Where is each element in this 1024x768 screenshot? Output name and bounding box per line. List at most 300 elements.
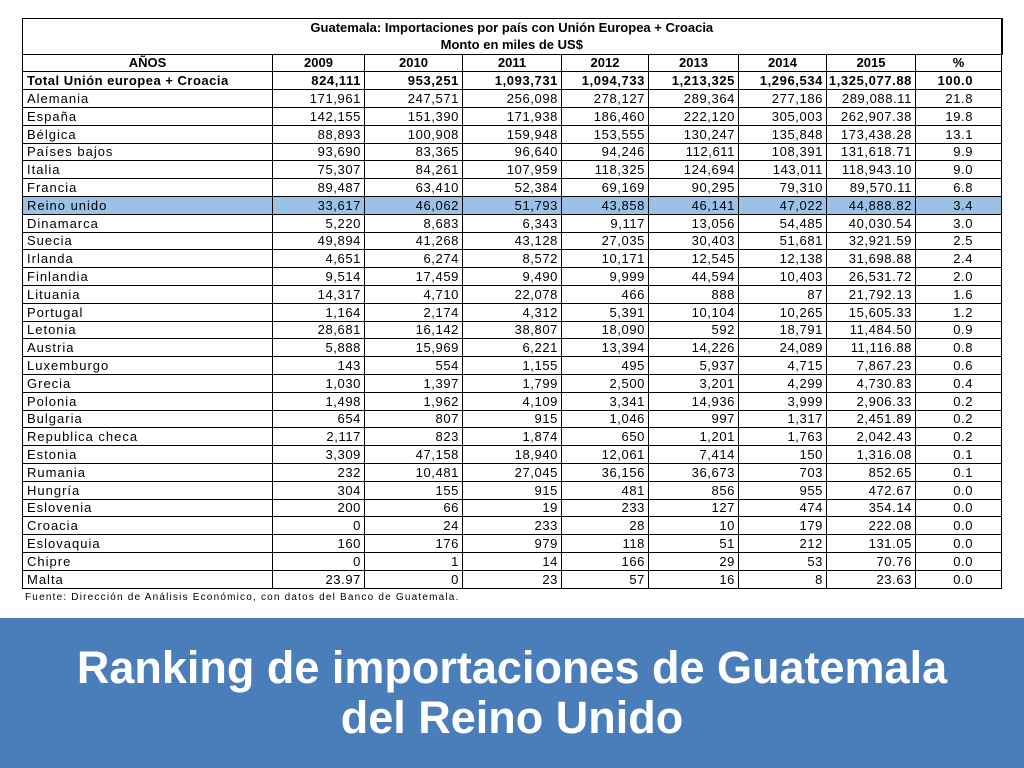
value-2015: 26,531.72: [827, 268, 916, 286]
value-2011: 6,343: [463, 214, 562, 232]
share-percent: 0.2: [916, 410, 1002, 428]
country-name: España: [23, 107, 273, 125]
value-2014: 24,089: [739, 339, 827, 357]
value-2013: 36,673: [649, 463, 739, 481]
value-2010: 10,481: [365, 463, 463, 481]
table-body: [23, 72, 1002, 588]
value-2010: 554: [365, 357, 463, 375]
share-percent: 0.0: [916, 517, 1002, 535]
country-name: Estonia: [23, 446, 273, 464]
table-row: [23, 535, 1002, 553]
value-2014: 212: [739, 535, 827, 553]
share-percent: 2.0: [916, 268, 1002, 286]
value-2012: 9,999: [562, 268, 649, 286]
value-2011: 915: [463, 410, 562, 428]
value-2010: 16,142: [365, 321, 463, 339]
table-row: [23, 499, 1002, 517]
share-percent: 0.6: [916, 357, 1002, 375]
country-name: Austria: [23, 339, 273, 357]
share-percent: 3.4: [916, 196, 1002, 214]
value-2011: 18,940: [463, 446, 562, 464]
imports-table: [22, 18, 1003, 589]
value-2014: 108,391: [739, 143, 827, 161]
value-2012: 466: [562, 285, 649, 303]
value-2011: 43,128: [463, 232, 562, 250]
table-row: [23, 374, 1002, 392]
share-percent: 0.1: [916, 463, 1002, 481]
value-2012: 481: [562, 481, 649, 499]
value-2011: 6,221: [463, 339, 562, 357]
table-row: [23, 357, 1002, 375]
value-2013: 14,936: [649, 392, 739, 410]
table-row: [23, 339, 1002, 357]
value-2011: 1,093,731: [463, 72, 562, 90]
value-2009: 304: [273, 481, 365, 499]
source-note: Fuente: Dirección de Análisis Económico, con datos del Banco de Guatemala.: [25, 592, 460, 603]
value-2009: 160: [273, 535, 365, 553]
country-name: Italia: [23, 161, 273, 179]
table-row: [23, 179, 1002, 197]
value-2011: 23: [463, 570, 562, 588]
value-2010: 2,174: [365, 303, 463, 321]
table-row: [23, 196, 1002, 214]
table-row: [23, 90, 1002, 108]
value-2013: 222,120: [649, 107, 739, 125]
value-2013: 130,247: [649, 125, 739, 143]
value-2009: 23.97: [273, 570, 365, 588]
value-2014: 12,138: [739, 250, 827, 268]
value-2013: 124,694: [649, 161, 739, 179]
value-2012: 57: [562, 570, 649, 588]
country-name: Malta: [23, 570, 273, 588]
value-2012: 13,394: [562, 339, 649, 357]
table-row: [23, 552, 1002, 570]
country-name: Reino unido: [23, 196, 273, 214]
value-2010: 46,062: [365, 196, 463, 214]
table-row: [23, 125, 1002, 143]
value-2015: 118,943.10: [827, 161, 916, 179]
value-2014: 51,681: [739, 232, 827, 250]
value-2010: 41,268: [365, 232, 463, 250]
value-2009: 0: [273, 517, 365, 535]
value-2010: 807: [365, 410, 463, 428]
year-header-2009: 2009: [273, 54, 365, 72]
value-2014: 4,715: [739, 357, 827, 375]
country-name: Finlandia: [23, 268, 273, 286]
value-2009: 89,487: [273, 179, 365, 197]
value-2014: 53: [739, 552, 827, 570]
country-name: Dinamarca: [23, 214, 273, 232]
value-2015: 289,088.11: [827, 90, 916, 108]
value-2009: 88,893: [273, 125, 365, 143]
value-2015: 354.14: [827, 499, 916, 517]
value-2011: 171,938: [463, 107, 562, 125]
country-name: Irlanda: [23, 250, 273, 268]
value-2015: 262,907.38: [827, 107, 916, 125]
share-percent: 1.2: [916, 303, 1002, 321]
value-2009: 3,309: [273, 446, 365, 464]
table-title: Guatemala: Importaciones por país con Unión Europea + Croacia: [23, 19, 1002, 37]
share-percent: 19.8: [916, 107, 1002, 125]
table-row: [23, 410, 1002, 428]
value-2012: 28: [562, 517, 649, 535]
value-2012: 69,169: [562, 179, 649, 197]
value-2015: 2,451.89: [827, 410, 916, 428]
slide-title-line-1: Ranking de importaciones de Guatemala: [76, 642, 948, 693]
value-2010: 0: [365, 570, 463, 588]
value-2011: 19: [463, 499, 562, 517]
value-2010: 83,365: [365, 143, 463, 161]
value-2012: 2,500: [562, 374, 649, 392]
share-percent: 13.1: [916, 125, 1002, 143]
value-2015: 131,618.71: [827, 143, 916, 161]
value-2012: 5,391: [562, 303, 649, 321]
value-2009: 143: [273, 357, 365, 375]
value-2014: 18,791: [739, 321, 827, 339]
country-name: Países bajos: [23, 143, 273, 161]
value-2013: 90,295: [649, 179, 739, 197]
table-row: [23, 143, 1002, 161]
value-2009: 49,894: [273, 232, 365, 250]
share-percent: 2.4: [916, 250, 1002, 268]
total-label: Total Unión europea + Croacia: [23, 72, 273, 90]
value-2015: 852.65: [827, 463, 916, 481]
value-2012: 650: [562, 428, 649, 446]
value-2012: 153,555: [562, 125, 649, 143]
value-2015: 1,316.08: [827, 446, 916, 464]
value-2011: 1,155: [463, 357, 562, 375]
year-header-2010: 2010: [365, 54, 463, 72]
table-row: [23, 161, 1002, 179]
value-2014: 8: [739, 570, 827, 588]
value-2011: 8,572: [463, 250, 562, 268]
value-2011: 38,807: [463, 321, 562, 339]
country-name: Eslovenia: [23, 499, 273, 517]
value-2010: 247,571: [365, 90, 463, 108]
value-2013: 10,104: [649, 303, 739, 321]
value-2012: 118,325: [562, 161, 649, 179]
value-2013: 127: [649, 499, 739, 517]
share-percent: 9.0: [916, 161, 1002, 179]
table-row: [23, 268, 1002, 286]
value-2013: 592: [649, 321, 739, 339]
share-percent: 0.0: [916, 552, 1002, 570]
value-2014: 87: [739, 285, 827, 303]
value-2011: 4,312: [463, 303, 562, 321]
value-2014: 10,265: [739, 303, 827, 321]
country-name: Francia: [23, 179, 273, 197]
value-2011: 1,799: [463, 374, 562, 392]
value-2010: 6,274: [365, 250, 463, 268]
value-2012: 12,061: [562, 446, 649, 464]
value-2009: 0: [273, 552, 365, 570]
value-2012: 27,035: [562, 232, 649, 250]
value-2012: 278,127: [562, 90, 649, 108]
share-percent: 0.8: [916, 339, 1002, 357]
value-2010: 4,710: [365, 285, 463, 303]
value-2010: 84,261: [365, 161, 463, 179]
value-2014: 54,485: [739, 214, 827, 232]
value-2012: 1,094,733: [562, 72, 649, 90]
value-2009: 14,317: [273, 285, 365, 303]
value-2012: 10,171: [562, 250, 649, 268]
value-2011: 22,078: [463, 285, 562, 303]
value-2014: 79,310: [739, 179, 827, 197]
value-2009: 654: [273, 410, 365, 428]
table-row: [23, 428, 1002, 446]
share-percent: 0.2: [916, 392, 1002, 410]
value-2014: 305,003: [739, 107, 827, 125]
value-2011: 256,098: [463, 90, 562, 108]
value-2010: 176: [365, 535, 463, 553]
country-name: Luxemburgo: [23, 357, 273, 375]
table-subtitle-row: [23, 36, 1002, 54]
table-row: [23, 392, 1002, 410]
value-2012: 1,046: [562, 410, 649, 428]
value-2013: 289,364: [649, 90, 739, 108]
value-2009: 824,111: [273, 72, 365, 90]
value-2010: 155: [365, 481, 463, 499]
share-percent: 0.0: [916, 570, 1002, 588]
value-2014: 1,763: [739, 428, 827, 446]
share-percent: 0.0: [916, 535, 1002, 553]
value-2015: 21,792.13: [827, 285, 916, 303]
value-2015: 173,438.28: [827, 125, 916, 143]
value-2009: 200: [273, 499, 365, 517]
table-row: [23, 463, 1002, 481]
value-2014: 10,403: [739, 268, 827, 286]
value-2010: 823: [365, 428, 463, 446]
value-2014: 135,848: [739, 125, 827, 143]
share-percent: 2.5: [916, 232, 1002, 250]
value-2015: 11,116.88: [827, 339, 916, 357]
value-2009: 5,888: [273, 339, 365, 357]
value-2012: 495: [562, 357, 649, 375]
value-2009: 1,498: [273, 392, 365, 410]
table-title-row: [23, 19, 1002, 37]
value-2013: 13,056: [649, 214, 739, 232]
share-percent: 0.1: [916, 446, 1002, 464]
value-2011: 979: [463, 535, 562, 553]
value-2012: 94,246: [562, 143, 649, 161]
value-2015: 222.08: [827, 517, 916, 535]
value-2014: 3,999: [739, 392, 827, 410]
country-name: Hungría: [23, 481, 273, 499]
value-2010: 66: [365, 499, 463, 517]
value-2013: 16: [649, 570, 739, 588]
value-2010: 151,390: [365, 107, 463, 125]
value-2015: 44,888.82: [827, 196, 916, 214]
value-2013: 1,201: [649, 428, 739, 446]
year-header-2011: 2011: [463, 54, 562, 72]
value-2011: 915: [463, 481, 562, 499]
share-percent: 0.0: [916, 499, 1002, 517]
value-2010: 8,683: [365, 214, 463, 232]
value-2012: 9,117: [562, 214, 649, 232]
table-subtitle: Monto en miles de US$: [23, 36, 1002, 54]
country-name: Eslovaquia: [23, 535, 273, 553]
value-2011: 107,959: [463, 161, 562, 179]
value-2013: 29: [649, 552, 739, 570]
value-2014: 474: [739, 499, 827, 517]
slide-title-line-2: del Reino Unido: [340, 692, 684, 743]
value-2011: 159,948: [463, 125, 562, 143]
value-2014: 143,011: [739, 161, 827, 179]
country-name: Polonia: [23, 392, 273, 410]
value-2009: 33,617: [273, 196, 365, 214]
value-2012: 118: [562, 535, 649, 553]
value-2015: 89,570.11: [827, 179, 916, 197]
value-2013: 46,141: [649, 196, 739, 214]
value-2015: 2,042.43: [827, 428, 916, 446]
value-2013: 44,594: [649, 268, 739, 286]
value-2013: 7,414: [649, 446, 739, 464]
value-2012: 3,341: [562, 392, 649, 410]
value-2013: 30,403: [649, 232, 739, 250]
table-row: [23, 285, 1002, 303]
value-2011: 4,109: [463, 392, 562, 410]
value-2013: 10: [649, 517, 739, 535]
value-2012: 18,090: [562, 321, 649, 339]
table-row: [23, 214, 1002, 232]
value-2015: 472.67: [827, 481, 916, 499]
value-2009: 28,681: [273, 321, 365, 339]
value-2015: 23.63: [827, 570, 916, 588]
country-name: Republica checa: [23, 428, 273, 446]
value-2011: 27,045: [463, 463, 562, 481]
value-2010: 953,251: [365, 72, 463, 90]
year-header-2015: 2015: [827, 54, 916, 72]
country-name: Grecia: [23, 374, 273, 392]
value-2009: 4,651: [273, 250, 365, 268]
value-2011: 14: [463, 552, 562, 570]
share-percent: 6.8: [916, 179, 1002, 197]
value-2013: 12,545: [649, 250, 739, 268]
title-banner: [0, 618, 1024, 768]
value-2009: 1,030: [273, 374, 365, 392]
value-2012: 166: [562, 552, 649, 570]
table-row: [23, 321, 1002, 339]
country-name: Suecia: [23, 232, 273, 250]
table-row: [23, 446, 1002, 464]
value-2010: 17,459: [365, 268, 463, 286]
value-2013: 856: [649, 481, 739, 499]
value-2010: 1,962: [365, 392, 463, 410]
value-2015: 11,484.50: [827, 321, 916, 339]
value-2011: 9,490: [463, 268, 562, 286]
share-percent: 100.0: [916, 72, 1002, 90]
value-2013: 14,226: [649, 339, 739, 357]
value-2011: 52,384: [463, 179, 562, 197]
value-2010: 1: [365, 552, 463, 570]
value-2009: 232: [273, 463, 365, 481]
share-percent: 3.0: [916, 214, 1002, 232]
value-2011: 51,793: [463, 196, 562, 214]
table-row: [23, 250, 1002, 268]
country-name: Bulgaria: [23, 410, 273, 428]
share-percent: 0.9: [916, 321, 1002, 339]
share-percent: 21.8: [916, 90, 1002, 108]
value-2013: 112,611: [649, 143, 739, 161]
value-2013: 888: [649, 285, 739, 303]
value-2013: 997: [649, 410, 739, 428]
share-percent: 0.0: [916, 481, 1002, 499]
country-name: Letonia: [23, 321, 273, 339]
value-2014: 1,317: [739, 410, 827, 428]
country-name: Alemania: [23, 90, 273, 108]
value-2015: 15,605.33: [827, 303, 916, 321]
value-2015: 7,867.23: [827, 357, 916, 375]
value-2010: 100,908: [365, 125, 463, 143]
value-2014: 179: [739, 517, 827, 535]
value-2015: 32,921.59: [827, 232, 916, 250]
value-2014: 955: [739, 481, 827, 499]
value-2009: 1,164: [273, 303, 365, 321]
value-2013: 1,213,325: [649, 72, 739, 90]
value-2010: 47,158: [365, 446, 463, 464]
year-header-2014: 2014: [739, 54, 827, 72]
value-2014: 150: [739, 446, 827, 464]
table-row: [23, 303, 1002, 321]
value-2015: 1,325,077.88: [827, 72, 916, 90]
value-2010: 15,969: [365, 339, 463, 357]
value-2009: 5,220: [273, 214, 365, 232]
value-2015: 40,030.54: [827, 214, 916, 232]
value-2010: 24: [365, 517, 463, 535]
total-row: [23, 72, 1002, 90]
value-2014: 277,186: [739, 90, 827, 108]
table-row: [23, 570, 1002, 588]
value-2011: 1,874: [463, 428, 562, 446]
table-row: [23, 232, 1002, 250]
country-name: Lituania: [23, 285, 273, 303]
share-percent: 0.4: [916, 374, 1002, 392]
value-2012: 36,156: [562, 463, 649, 481]
share-percent: 9.9: [916, 143, 1002, 161]
value-2015: 2,906.33: [827, 392, 916, 410]
table-row: [23, 481, 1002, 499]
value-2014: 1,296,534: [739, 72, 827, 90]
value-2010: 1,397: [365, 374, 463, 392]
value-2009: 9,514: [273, 268, 365, 286]
country-name: Rumania: [23, 463, 273, 481]
value-2013: 5,937: [649, 357, 739, 375]
value-2011: 96,640: [463, 143, 562, 161]
country-name: Bélgica: [23, 125, 273, 143]
value-2009: 142,155: [273, 107, 365, 125]
year-header-2012: 2012: [562, 54, 649, 72]
value-2009: 171,961: [273, 90, 365, 108]
value-2012: 43,858: [562, 196, 649, 214]
value-2010: 63,410: [365, 179, 463, 197]
value-2015: 70.76: [827, 552, 916, 570]
year-header-2013: 2013: [649, 54, 739, 72]
value-2009: 75,307: [273, 161, 365, 179]
table-row: [23, 107, 1002, 125]
table-row: [23, 517, 1002, 535]
value-2012: 186,460: [562, 107, 649, 125]
value-2014: 4,299: [739, 374, 827, 392]
years-header: AÑOS: [23, 54, 273, 72]
value-2009: 2,117: [273, 428, 365, 446]
country-name: Croacia: [23, 517, 273, 535]
country-name: Chipre: [23, 552, 273, 570]
value-2015: 4,730.83: [827, 374, 916, 392]
value-2012: 233: [562, 499, 649, 517]
value-2009: 93,690: [273, 143, 365, 161]
value-2014: 47,022: [739, 196, 827, 214]
value-2015: 31,698.88: [827, 250, 916, 268]
